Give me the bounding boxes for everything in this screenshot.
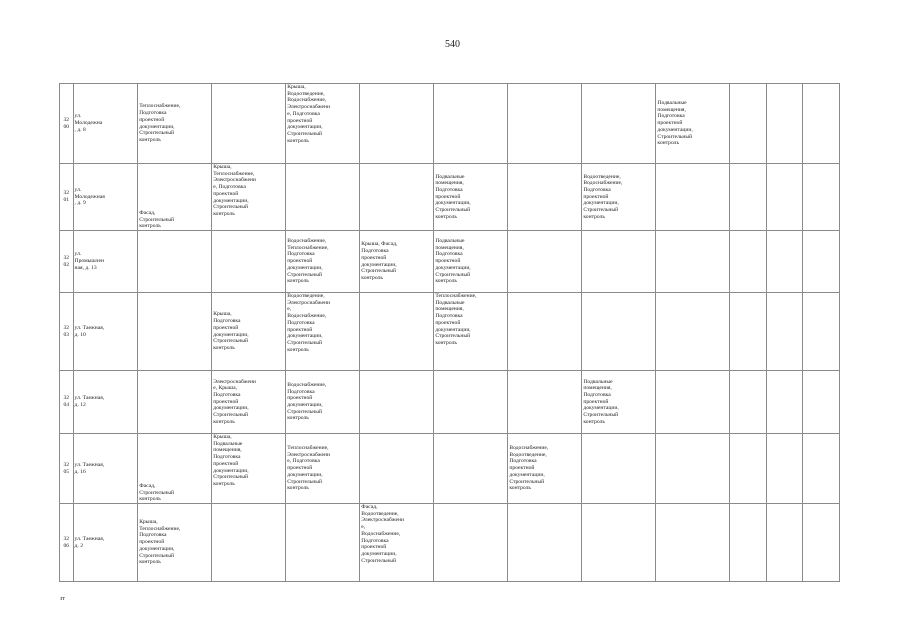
work-cell bbox=[582, 164, 656, 231]
work-cell bbox=[508, 84, 582, 164]
work-cell bbox=[286, 504, 360, 582]
work-cell bbox=[730, 164, 766, 231]
address-cell bbox=[73, 231, 138, 293]
address-text: ул. Молодежная , д. 9 bbox=[74, 186, 105, 207]
work-cell bbox=[730, 371, 766, 434]
address-cell bbox=[73, 371, 138, 434]
work-cell bbox=[286, 434, 360, 504]
work-cell bbox=[508, 164, 582, 231]
address-cell bbox=[73, 293, 138, 371]
address-text: ул. Промышлен ная, д. 13 bbox=[74, 251, 104, 271]
work-cell bbox=[286, 231, 360, 293]
work-cell bbox=[766, 231, 802, 293]
work-text: Фасад, Строительный контроль bbox=[139, 209, 174, 230]
work-cell bbox=[730, 293, 766, 371]
work-cell bbox=[656, 434, 730, 504]
work-cell bbox=[138, 293, 212, 371]
work-cell bbox=[730, 504, 766, 582]
work-cell bbox=[286, 371, 360, 434]
work-cell bbox=[138, 434, 212, 504]
row-number-cell bbox=[60, 231, 74, 293]
work-cell bbox=[360, 504, 434, 582]
address-cell bbox=[73, 504, 138, 582]
work-text: Теплоснабжение, Электроснабжени е, Подготовка проектной документации, Строительный контроль bbox=[287, 445, 330, 492]
row-number: 32 04 bbox=[63, 395, 70, 408]
work-cell bbox=[360, 84, 434, 164]
work-text: Теплоснабжение, Подвальные помещения, Подготовка проектной документации, Строительный контроль bbox=[435, 293, 477, 346]
work-cell bbox=[656, 231, 730, 293]
address-text: ул. Таежная, д. 2 bbox=[74, 535, 105, 549]
work-cell bbox=[212, 164, 286, 231]
work-cell bbox=[582, 371, 656, 434]
work-cell bbox=[803, 504, 840, 582]
work-text: Крыша, Подвальные помещения, Подготовка проектной документации, Строительный контроль bbox=[213, 434, 249, 487]
work-cell bbox=[582, 293, 656, 371]
work-cell bbox=[582, 84, 656, 164]
work-text: Подвальные помещения, Подготовка проектной документации, Строительный контроль bbox=[435, 238, 471, 285]
work-cell bbox=[766, 84, 802, 164]
work-cell bbox=[138, 84, 212, 164]
work-cell bbox=[360, 231, 434, 293]
work-cell bbox=[730, 434, 766, 504]
work-cell bbox=[730, 231, 766, 293]
work-text: Водоотведение, Электроснабжени е, Водоснабжение, Подготовка проектной документации, Строительный контроль bbox=[287, 293, 330, 353]
work-cell bbox=[766, 434, 802, 504]
row-number-cell bbox=[60, 434, 74, 504]
work-cell bbox=[508, 293, 582, 371]
work-text: Электроснабжени е, Крыша, Подготовка проектной документации, Строительный контроль bbox=[213, 378, 256, 425]
work-cell bbox=[803, 84, 840, 164]
work-cell bbox=[138, 504, 212, 582]
work-cell bbox=[434, 84, 508, 164]
work-cell bbox=[360, 371, 434, 434]
work-cell bbox=[434, 371, 508, 434]
address-text: ул. Таежная, д. 10 bbox=[74, 324, 105, 338]
table-row bbox=[60, 371, 840, 434]
work-cell bbox=[286, 84, 360, 164]
table-row bbox=[60, 504, 840, 582]
work-cell bbox=[582, 434, 656, 504]
address-text: ул. Молодежна , д. 8 bbox=[74, 113, 103, 133]
work-text: Крыша, Теплоснабжение, Подготовка проектной документации, Строительный контроль bbox=[139, 519, 181, 566]
table-row bbox=[60, 293, 840, 371]
work-cell bbox=[434, 434, 508, 504]
work-cell bbox=[434, 293, 508, 371]
work-text: Подвальные помещения, Подготовка проектной документации, Строительный контроль bbox=[583, 378, 619, 425]
work-text: Подвальные помещения, Подготовка проектной документации, Строительный контроль bbox=[435, 173, 471, 220]
work-text: Крыша, Водоотведение, Водоснабжение, Электроснабжени е, Подготовка проектной документации, Строительный контроль bbox=[287, 84, 330, 144]
address-cell bbox=[73, 164, 138, 231]
work-cell bbox=[803, 434, 840, 504]
footer-mark: зт bbox=[60, 596, 65, 602]
work-cell bbox=[212, 434, 286, 504]
work-cell bbox=[656, 164, 730, 231]
work-cell bbox=[766, 504, 802, 582]
work-cell bbox=[803, 293, 840, 371]
work-cell bbox=[212, 231, 286, 293]
work-text: Фасад, Строительный контроль bbox=[139, 482, 174, 503]
work-cell bbox=[434, 504, 508, 582]
work-cell bbox=[508, 231, 582, 293]
work-cell bbox=[656, 371, 730, 434]
work-cell bbox=[766, 164, 802, 231]
row-number-cell bbox=[60, 504, 74, 582]
work-cell bbox=[766, 371, 802, 434]
row-number: 32 01 bbox=[63, 190, 70, 203]
work-text: Крыша, Теплоснабжение, Электроснабжени е, Подготовка проектной документации, Строительный контроль bbox=[213, 164, 256, 217]
work-cell bbox=[138, 231, 212, 293]
work-cell bbox=[508, 434, 582, 504]
work-cell bbox=[656, 84, 730, 164]
work-cell bbox=[212, 504, 286, 582]
row-number-cell bbox=[60, 371, 74, 434]
row-number: 32 05 bbox=[63, 461, 70, 475]
work-cell bbox=[803, 371, 840, 434]
work-cell bbox=[803, 164, 840, 231]
work-cell bbox=[212, 371, 286, 434]
work-text: Крыша, Подготовка проектной документации, Строительный контроль bbox=[213, 311, 249, 351]
row-number: 32 03 bbox=[63, 324, 70, 338]
work-cell bbox=[212, 293, 286, 371]
work-cell bbox=[138, 164, 212, 231]
work-cell bbox=[360, 164, 434, 231]
work-cell bbox=[360, 293, 434, 371]
address-text: ул. Таежная, д. 12 bbox=[74, 395, 105, 408]
work-cell bbox=[656, 504, 730, 582]
work-text: Водоснабжение, Теплоснабжение, Подготовка проектной документации, Строительный контроль bbox=[287, 238, 329, 285]
table-row bbox=[60, 434, 840, 504]
work-text: Подвальные помещения, Подготовка проектной документации, Строительный контроль bbox=[657, 100, 693, 147]
work-text: Теплоснабжение, Подготовка проектной документации, Строительный контроль bbox=[139, 103, 181, 143]
address-text: ул. Таежная, д. 16 bbox=[74, 461, 105, 475]
work-cell bbox=[766, 293, 802, 371]
work-cell bbox=[508, 371, 582, 434]
row-number: 32 00 bbox=[63, 116, 70, 130]
repair-schedule-table bbox=[59, 83, 840, 582]
work-cell bbox=[286, 293, 360, 371]
row-number: 32 02 bbox=[63, 254, 70, 268]
row-number-cell bbox=[60, 164, 74, 231]
work-cell bbox=[434, 164, 508, 231]
row-number-cell bbox=[60, 84, 74, 164]
work-cell bbox=[656, 293, 730, 371]
work-cell bbox=[508, 504, 582, 582]
table-row bbox=[60, 84, 840, 164]
row-number: 32 06 bbox=[63, 535, 70, 549]
work-cell bbox=[138, 371, 212, 434]
work-text: Водоснабжение, Водоотведение, Подготовка проектной документации, Строительный контроль bbox=[509, 445, 549, 492]
work-cell bbox=[582, 231, 656, 293]
work-text: Водоотведение, Водоснабжение, Подготовка проектной документации, Строительный контроль bbox=[583, 173, 623, 220]
address-cell bbox=[73, 434, 138, 504]
work-text: Фасад, Водоотведение, Электроснабжени е, Водоснабжение, Подготовка проектной документации, Строительный bbox=[361, 504, 404, 564]
work-cell bbox=[360, 434, 434, 504]
address-cell bbox=[73, 84, 138, 164]
work-cell bbox=[803, 231, 840, 293]
table-row bbox=[60, 164, 840, 231]
work-cell bbox=[212, 84, 286, 164]
work-cell bbox=[286, 164, 360, 231]
work-cell bbox=[730, 84, 766, 164]
work-cell bbox=[582, 504, 656, 582]
table-row bbox=[60, 231, 840, 293]
work-cell bbox=[434, 231, 508, 293]
work-text: Крыша, Фасад, Подготовка проектной документации, Строительный контроль bbox=[361, 241, 398, 281]
work-text: Водоснабжение, Подготовка проектной документации, Строительный контроль bbox=[287, 381, 327, 422]
row-number-cell bbox=[60, 293, 74, 371]
page-number: 540 bbox=[445, 39, 460, 50]
